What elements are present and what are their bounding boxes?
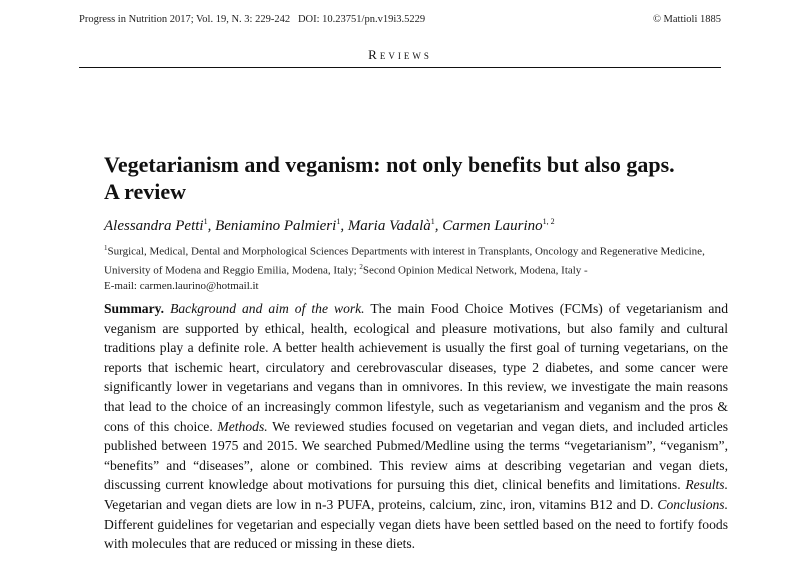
- results-label: Results.: [685, 477, 728, 493]
- methods-label: Methods.: [217, 418, 268, 434]
- journal-citation: [79, 14, 425, 25]
- author-name: Maria Vadalà: [347, 218, 431, 234]
- running-header: [79, 14, 721, 25]
- background-label: Background and aim of the work.: [170, 301, 365, 316]
- results-text: Vegetarian and vegan diets are low in n-3 PUFA, proteins, calcium, zinc, iron, vitamins B12 and D.: [104, 496, 654, 512]
- section-label: Reviews: [368, 47, 432, 62]
- affil-sup: 2: [359, 263, 363, 272]
- summary-label: Summary.: [104, 301, 165, 316]
- affiliations: [104, 241, 729, 295]
- author-affil-sup: 1, 2: [542, 217, 555, 226]
- affil-sup: 1: [104, 244, 108, 252]
- affiliation-1: Surgical, Medical, Dental and Morphological Sciences Departments with interest in Transplants, Oncology and Regenerative Medicine, University of Modena and Reggio Emilia, Modena, Italy;: [104, 245, 705, 277]
- conclusions-text: Different guidelines for vegetarian and especially vegan diets have been settled based on the need to fortify foods with molecules that are reduced or missing in these diets.: [104, 516, 728, 552]
- doi-text: DOI: 10.23751/pn.v19i3.5229: [297, 14, 426, 25]
- author-name: Carmen Laurino: [442, 218, 543, 234]
- publisher-text: © Mattioli 1885: [652, 14, 721, 25]
- contact-email: E-mail: carmen.laurino@hotmail.it: [104, 280, 259, 293]
- author-list: Alessandra Petti$^1$, Beniamino Palmieri$^1$, Maria Vadalà$^1$, Carmen Laurino$^{1, 2}$: [104, 217, 555, 234]
- author-name: Beniamino Palmieri: [215, 218, 337, 234]
- title-line-1: Vegetarianism and veganism: not only benefits but also gaps.: [104, 152, 675, 177]
- conclusions-label: Conclusions.: [657, 496, 728, 512]
- background-text: The main Food Choice Motives (FCMs) of vegetarianism and veganism are supported by ethical, health, ecological and pleasure motivations, but also family and cultural traditions play a definite role. A better health achievement is usually the first goal of turning vegetarians, on the reports that ischemic heart, circulatory and cerebrovascular diseases, type 2 diabetes, and some cancer were significantly lower in vegetarians and vegans than in omnivores. In this review, we investigate the main reasons that lead to the choice of an increasingly common lifestyle, such as vegetarianism and veganism and the pros & cons of this choice.: [104, 301, 728, 434]
- article-title: [104, 151, 724, 205]
- citation-text: Progress in Nutrition 2017; Vol. 19, N. 3: 229-242: [79, 14, 291, 25]
- author-affil-sup: 1: [430, 217, 435, 226]
- methods-text: We reviewed studies focused on vegetarian and vegan diets, and included articles published between 1975 and 2015. We searched Pubmed/Medline using the terms “vegetarianism”, “veganism”, “benefits” and “diseases”, alone or combined. This review aims at describing vegetarian and vegan diets, discussing current knowledge about motivations for pursuing this diet, clinical benefits and limitations.: [104, 418, 729, 493]
- author-name: Alessandra Petti: [104, 218, 204, 234]
- abstract: [104, 299, 728, 554]
- affiliation-2: Second Opinion Medical Network, Modena, Italy -: [362, 264, 588, 277]
- author-affil-sup: 1: [336, 217, 341, 226]
- header-rule: [79, 67, 721, 68]
- author-affil-sup: 1: [203, 217, 208, 226]
- title-line-2: A review: [104, 179, 187, 204]
